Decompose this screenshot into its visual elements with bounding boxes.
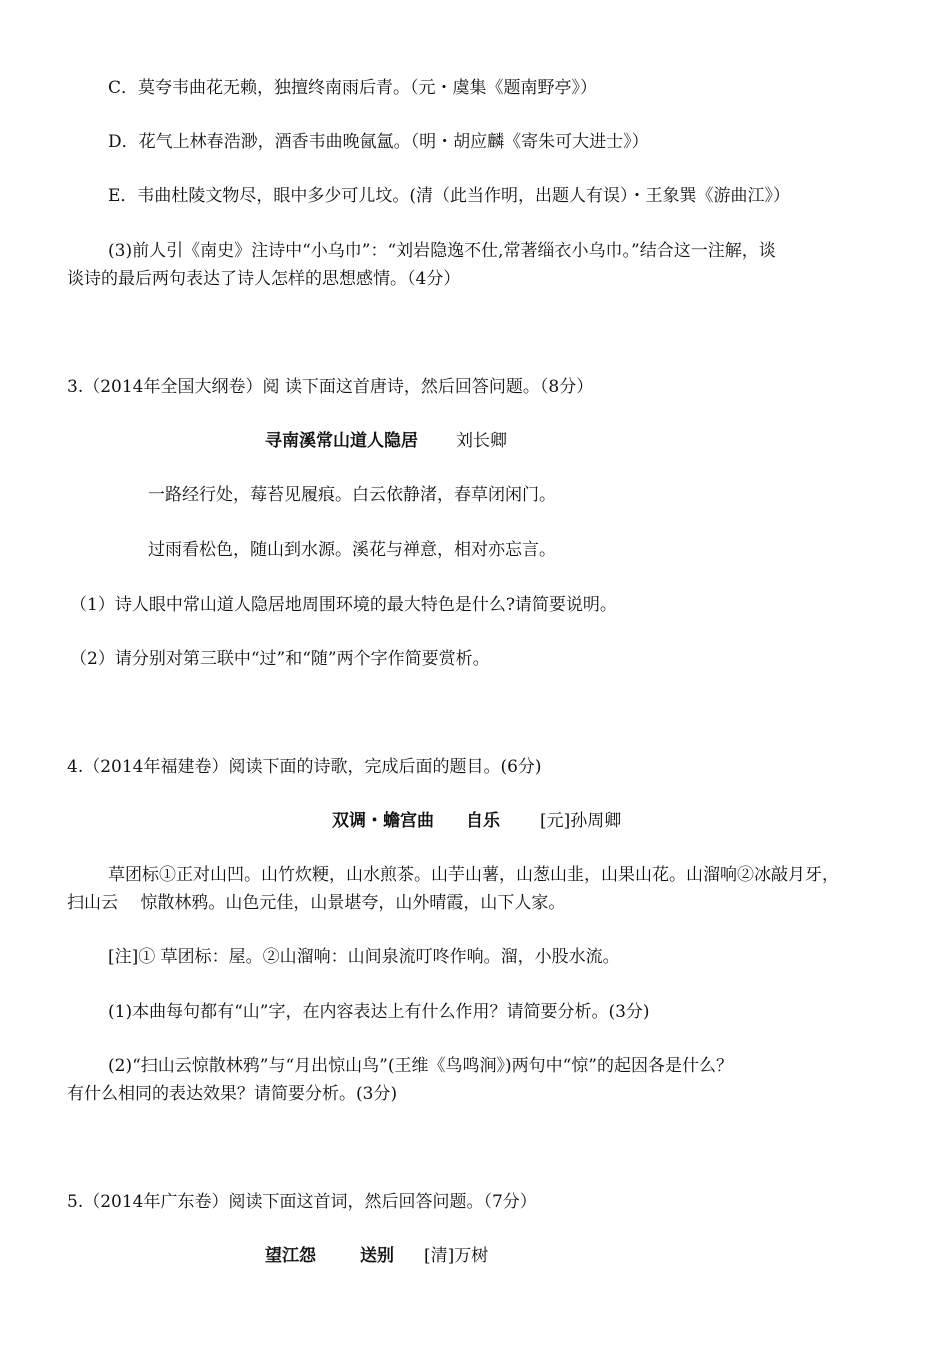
- question-2-sub3-line1: (3)前人引《南史》注诗中“小乌巾”：“刘岩隐逸不仕,常著缁衣小乌巾。”结合这一注解，谈: [108, 241, 776, 261]
- question-4-sub2-line1: (2)“扫山云惊散林鸦”与“月出惊山鸟”(王维《鸟鸣涧》)两句中“惊”的起因各是什么？: [108, 1056, 733, 1076]
- poem-4-title: 双调・蟾宫曲: [332, 811, 434, 831]
- poem-5-subtitle: 送别: [360, 1246, 394, 1266]
- poem-4-author: [元]孙周卿: [540, 811, 622, 831]
- poem-4-note: [注]① 草团标：屋。②山溜响：山间泉流叮咚作响。溜，小股水流。: [108, 947, 620, 967]
- question-4-sub2-line2: 有什么相同的表达效果？请简要分析。(3分): [67, 1084, 398, 1104]
- poem-5-title-line: [265, 1245, 488, 1267]
- question-3-sub2: （2）请分别对第三联中“过”和“随”两个字作简要赏析。: [70, 649, 490, 669]
- poem-4-title-line: [332, 810, 621, 832]
- option-e: E．韦曲杜陵文物尽，眼中多少可儿坟。(清（此当作明，出题人有误）・王象巽《游曲江》）: [108, 186, 791, 206]
- option-d: D．花气上林春浩渺，酒香韦曲晚氤氲。（明・胡应麟《寄朱可大进士》）: [108, 132, 649, 152]
- poem-4-body-line1: 草团标①正对山凹。山竹炊粳，山水煎茶。山芋山薯，山葱山韭，山果山花。山溜响②冰敲月牙，: [108, 865, 839, 885]
- poem-4-subtitle: 自乐: [466, 811, 500, 831]
- poem-3-verse-2: 过雨看松色，随山到水源。溪花与禅意，相对亦忘言。: [148, 540, 556, 560]
- option-c: C．莫夸韦曲花无赖，独擅终南雨后青。（元・虞集《题南野亭》）: [108, 78, 598, 98]
- poem-3-verse-1: 一路经行处，莓苔见履痕。白云依静渚，春草闭闲门。: [148, 485, 556, 505]
- question-2-sub3-line2: 谈诗的最后两句表达了诗人怎样的思想感情。（4分）: [67, 269, 461, 289]
- question-5-header: 5.（2014年广东卷）阅读下面这首词，然后回答问题。（7分）: [67, 1192, 537, 1212]
- question-4-sub1: (1)本曲每句都有“山”字，在内容表达上有什么作用？请简要分析。(3分): [108, 1002, 650, 1022]
- poem-3-title: 寻南溪常山道人隐居: [265, 431, 418, 451]
- poem-3-author: 刘长卿: [456, 431, 507, 451]
- poem-5-author: [清]万树: [424, 1246, 489, 1266]
- poem-3-title-line: [265, 430, 507, 452]
- poem-5-title: 望江怨: [265, 1246, 316, 1266]
- poem-4-body-line2: 扫山云 惊散林鸦。山色元佳，山景堪夸，山外晴霞，山下人家。: [67, 893, 566, 913]
- question-4-header: 4.（2014年福建卷）阅读下面的诗歌，完成后面的题目。(6分): [67, 757, 542, 777]
- question-3-sub1: （1）诗人眼中常山道人隐居地周围环境的最大特色是什么?请简要说明。: [70, 595, 617, 615]
- question-3-header: 3.（2014年全国大纲卷）阅 读下面这首唐诗，然后回答问题。（8分）: [67, 377, 594, 397]
